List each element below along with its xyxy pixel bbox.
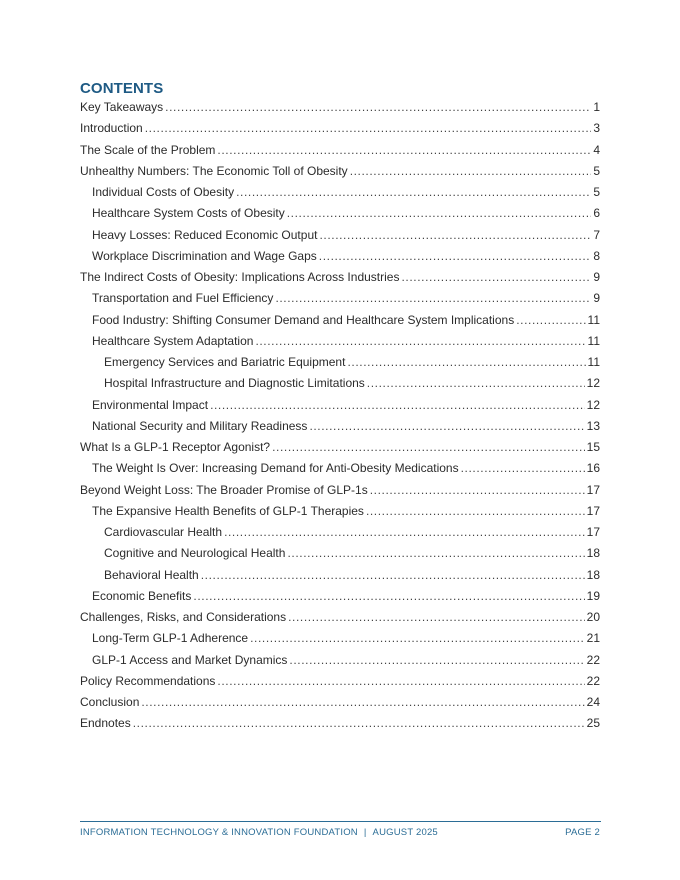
toc-entry-title: Hospital Infrastructure and Diagnostic Limitations: [104, 376, 365, 391]
contents-heading: CONTENTS: [80, 80, 164, 97]
toc-entry-page: 15: [586, 440, 600, 454]
toc-dot-leader: [401, 267, 591, 288]
toc-entry-title: Cardiovascular Health: [104, 525, 223, 539]
toc-entry[interactable]: [80, 310, 600, 331]
toc-entry-page: 4: [593, 142, 600, 157]
toc-entry-page: 8: [593, 248, 600, 263]
toc-dot-leader: [275, 288, 591, 309]
toc-entry-page: 17: [586, 482, 600, 497]
toc-dot-leader: [236, 182, 591, 203]
footer-organization: INFORMATION TECHNOLOGY & INNOVATION FOUNDATION: [80, 827, 358, 838]
toc-dot-leader: [287, 543, 584, 564]
toc-entry-title: The Weight Is Over: Increasing Demand for Anti-Obesity Medications: [92, 461, 459, 476]
toc-dot-leader: [165, 97, 591, 118]
toc-entry[interactable]: [80, 246, 600, 267]
toc-entry-title: Environmental Impact: [92, 397, 209, 412]
toc-entry-page: 12: [586, 397, 600, 412]
toc-entry-title: Emergency Services and Bariatric Equipment: [104, 355, 346, 369]
toc-entry-page: 6: [593, 206, 600, 221]
toc-entry-title: Healthcare System Costs of Obesity: [92, 206, 285, 221]
toc-entry-title: Food Industry: Shifting Consumer Demand and Healthcare System Implications: [92, 312, 515, 327]
toc-entry[interactable]: [80, 373, 600, 394]
toc-entry[interactable]: [80, 458, 600, 479]
toc-dot-leader: [461, 458, 585, 479]
toc-entry-title: Heavy Losses: Reduced Economic Output: [92, 227, 318, 242]
footer-divider: [80, 821, 601, 822]
toc-entry-title: Introduction: [80, 121, 143, 136]
toc-entry-page: 25: [586, 716, 600, 731]
toc-dot-leader: [319, 246, 592, 267]
toc-dot-leader: [367, 373, 585, 394]
toc-dot-leader: [287, 203, 592, 224]
toc-entry[interactable]: [80, 607, 600, 628]
toc-dot-leader: [366, 501, 585, 522]
toc-entry[interactable]: [80, 543, 600, 564]
toc-entry[interactable]: [80, 267, 600, 288]
toc-entry-title: Cognitive and Neurological Health: [104, 546, 286, 561]
toc-entry-page: 20: [586, 610, 600, 624]
footer-page-number: PAGE 2: [565, 827, 600, 838]
toc-entry[interactable]: [80, 416, 600, 437]
page-footer: [80, 827, 600, 838]
toc-entry-page: 17: [586, 503, 600, 518]
toc-entry[interactable]: [80, 437, 600, 458]
toc-entry-title: What Is a GLP-1 Receptor Agonist?: [80, 440, 271, 454]
toc-entry-title: Challenges, Risks, and Considerations: [80, 610, 287, 624]
toc-entry[interactable]: [80, 628, 600, 649]
footer-separator: |: [363, 827, 367, 838]
toc-entry-title: The Expansive Health Benefits of GLP-1 Therapies: [92, 503, 364, 518]
toc-entry-title: Unhealthy Numbers: The Economic Toll of Obesity: [80, 163, 348, 178]
toc-entry-page: 1: [593, 100, 600, 114]
toc-entry[interactable]: [80, 203, 600, 224]
toc-entry-title: National Security and Military Readiness: [92, 418, 308, 433]
toc-dot-leader: [516, 310, 585, 331]
toc-entry[interactable]: [80, 692, 600, 713]
toc-dot-leader: [255, 331, 585, 352]
toc-dot-leader: [370, 480, 585, 501]
toc-entry-title: GLP-1 Access and Market Dynamics: [92, 652, 288, 667]
toc-entry-title: Individual Costs of Obesity: [92, 185, 235, 199]
toc-entry-title: Long-Term GLP-1 Adherence: [92, 631, 249, 646]
toc-entry[interactable]: [80, 288, 600, 309]
toc-entry[interactable]: [80, 97, 600, 118]
toc-entry-page: 7: [593, 227, 600, 242]
toc-entry[interactable]: [80, 182, 600, 203]
toc-dot-leader: [309, 416, 584, 437]
toc-entry[interactable]: [80, 225, 600, 246]
toc-entry-title: Key Takeaways: [80, 100, 164, 114]
table-of-contents: [80, 97, 600, 735]
toc-entry[interactable]: [80, 586, 600, 607]
toc-dot-leader: [201, 565, 585, 586]
toc-entry-title: Workplace Discrimination and Wage Gaps: [92, 248, 317, 263]
toc-entry[interactable]: [80, 565, 600, 586]
toc-dot-leader: [133, 713, 585, 734]
toc-entry-title: Healthcare System Adaptation: [92, 333, 254, 348]
toc-dot-leader: [193, 586, 584, 607]
toc-dot-leader: [217, 671, 584, 692]
toc-entry-page: 18: [586, 546, 600, 561]
toc-entry-page: 11: [587, 355, 600, 369]
toc-entry-page: 13: [586, 418, 600, 433]
footer-left: [80, 827, 438, 838]
toc-entry-page: 3: [593, 121, 600, 136]
toc-entry[interactable]: [80, 161, 600, 182]
toc-dot-leader: [224, 522, 585, 543]
toc-dot-leader: [141, 692, 584, 713]
toc-entry-page: 16: [586, 461, 600, 476]
toc-entry[interactable]: [80, 331, 600, 352]
toc-entry-title: The Indirect Costs of Obesity: Implications Across Industries: [80, 270, 400, 284]
toc-dot-leader: [347, 352, 585, 373]
toc-entry[interactable]: [80, 352, 600, 373]
toc-dot-leader: [145, 118, 592, 139]
toc-entry-title: The Scale of the Problem: [80, 142, 216, 157]
footer-date: AUGUST 2025: [372, 827, 438, 838]
toc-entry[interactable]: [80, 650, 600, 671]
toc-entry-page: 21: [586, 631, 600, 646]
toc-entry-page: 12: [586, 376, 600, 391]
toc-entry-page: 11: [587, 333, 600, 348]
toc-dot-leader: [288, 607, 585, 628]
toc-entry-title: Conclusion: [80, 695, 140, 709]
toc-dot-leader: [289, 650, 584, 671]
toc-entry[interactable]: [80, 480, 600, 501]
toc-entry-page: 9: [593, 270, 600, 284]
toc-entry-page: 5: [593, 163, 600, 178]
toc-entry-title: Economic Benefits: [92, 588, 192, 603]
toc-entry-page: 5: [593, 185, 600, 199]
toc-entry-title: Behavioral Health: [104, 567, 199, 582]
toc-entry[interactable]: [80, 501, 600, 522]
toc-dot-leader: [319, 225, 591, 246]
toc-dot-leader: [210, 395, 585, 416]
toc-entry-title: Beyond Weight Loss: The Broader Promise of GLP-1s: [80, 482, 368, 497]
toc-entry-page: 19: [586, 588, 600, 603]
toc-entry-title: Policy Recommendations: [80, 673, 216, 688]
toc-entry[interactable]: [80, 671, 600, 692]
toc-entry-page: 22: [586, 652, 600, 667]
toc-dot-leader: [350, 161, 592, 182]
toc-dot-leader: [272, 437, 585, 458]
toc-entry-title: Endnotes: [80, 716, 131, 731]
toc-entry-page: 9: [593, 291, 600, 306]
toc-entry[interactable]: [80, 395, 600, 416]
toc-entry[interactable]: [80, 522, 600, 543]
toc-entry[interactable]: [80, 118, 600, 139]
toc-dot-leader: [250, 628, 585, 649]
toc-entry-page: 24: [586, 695, 600, 709]
toc-entry-page: 17: [586, 525, 600, 539]
toc-entry-title: Transportation and Fuel Efficiency: [92, 291, 274, 306]
toc-dot-leader: [217, 140, 591, 161]
toc-entry[interactable]: [80, 713, 600, 734]
toc-entry-page: 18: [586, 567, 600, 582]
toc-entry[interactable]: [80, 140, 600, 161]
toc-entry-page: 11: [587, 312, 600, 327]
toc-entry-page: 22: [586, 673, 600, 688]
